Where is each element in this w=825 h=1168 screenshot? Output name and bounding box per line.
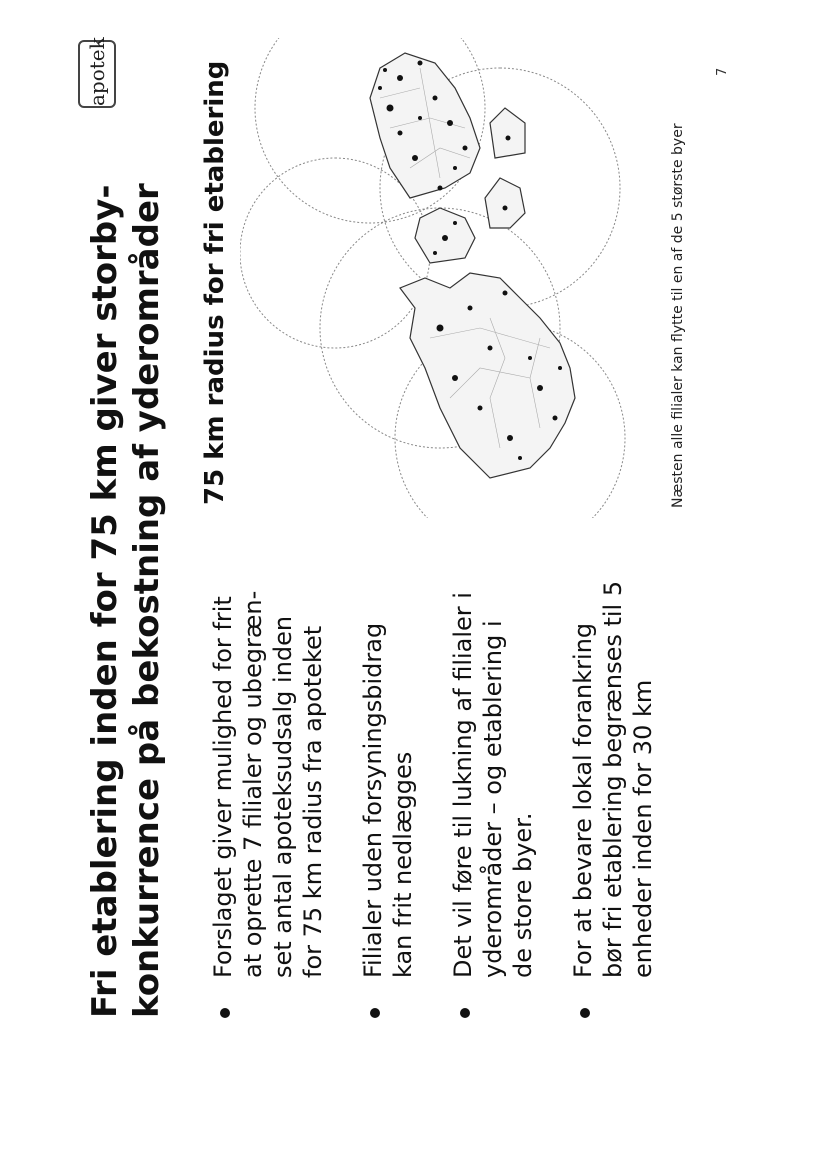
denmark-map-icon	[240, 38, 640, 518]
bullet-line: Det vil føre til lukning af filialer i	[449, 592, 477, 978]
bullet-item	[448, 548, 538, 1018]
map-heading: 75 km radius for fri etablering	[200, 60, 230, 505]
bullet-line: set antal apoteksudsalg inden	[269, 615, 297, 978]
bullet-item	[208, 548, 328, 1018]
bullet-line: enheder inden for 30 km	[629, 679, 657, 978]
map-caption: Næsten alle filialer kan flytte til en af de 5 største byer	[670, 123, 686, 508]
apotek-logo: apotek	[78, 40, 116, 108]
bullet-dot-icon	[220, 1008, 230, 1018]
page-number: 7	[715, 67, 730, 76]
title-line-2: konkurrence på bekostning af yderområder	[127, 183, 167, 1018]
bullet-line: at oprette 7 filialer og ubegræn-	[239, 590, 267, 978]
bullet-line: kan frit nedlægges	[389, 751, 417, 978]
bullet-line: bør fri etablering begrænses til 5	[599, 580, 627, 978]
bullet-dot-icon	[460, 1008, 470, 1018]
bullet-dot-icon	[580, 1008, 590, 1018]
bullet-line: yderområder – og etablering i	[479, 620, 507, 978]
slide-title	[84, 158, 168, 1018]
bullet-dot-icon	[370, 1008, 380, 1018]
title-line-1: Fri etablering inden for 75 km giver storby-	[85, 184, 125, 1018]
bullet-line: For at bevare lokal forankring	[569, 622, 597, 978]
bullet-line: Filialer uden forsyningsbidrag	[359, 622, 387, 978]
bullet-list	[208, 548, 688, 1018]
bullet-item	[568, 548, 658, 1018]
bullet-line: de store byer.	[509, 812, 537, 978]
bullet-line: Forslaget giver mulighed for frit	[209, 596, 237, 978]
bullet-line: for 75 km radius fra apoteket	[299, 625, 327, 978]
bullet-item	[358, 548, 418, 1018]
